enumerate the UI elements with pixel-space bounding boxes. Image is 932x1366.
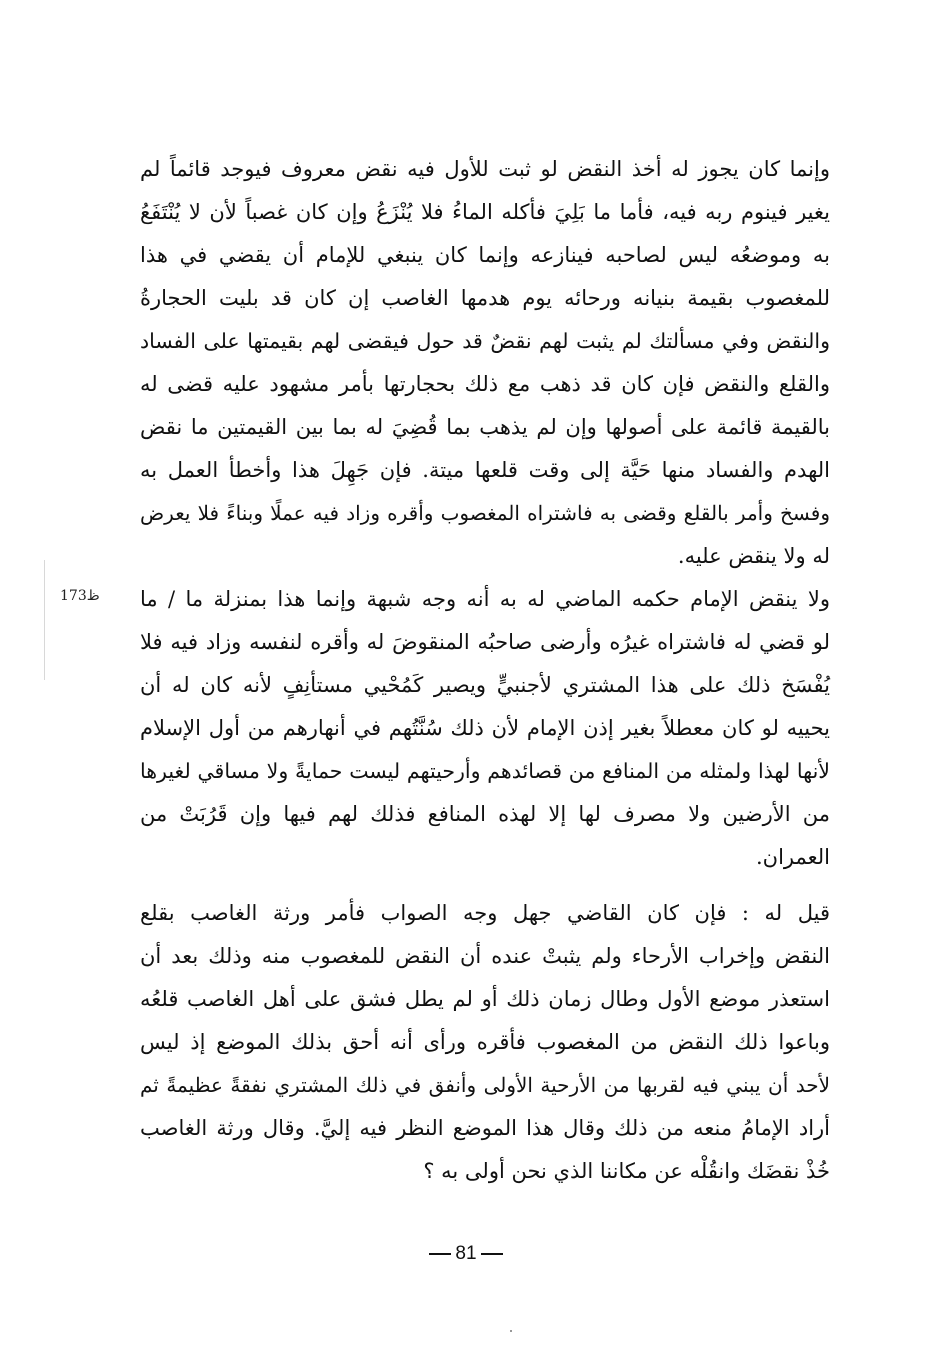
- text-line: والنقض وفي مسألتك لم يثبت لهم نقضٌ قد حول فيقضى لهم بقيمتها على الفساد: [140, 329, 830, 353]
- paragraph-1: [140, 148, 830, 578]
- text-line: يُفْسَخ ذلك على هذا المشتري لأجنبيٍّ ويصير كَمُحْيي مستأنِفٍ لأنه كان له أن: [140, 673, 830, 697]
- text-line: به وموضعُه ليس لصاحبه فينازعه وإنما كان ينبغي للإمام أن يقضي في هذا: [140, 243, 830, 267]
- text-line: له ولا ينقض عليه.: [677, 544, 830, 568]
- text-line: أراد الإمامُ منعه من ذلك وقال هذا الموضع النظر فيه إليَّ. وقال ورثة الغاصب: [140, 1116, 830, 1140]
- text-line: وإنما كان يجوز له أخذ النقض لو ثبت للأول فيه نقض معروف فيوجد قائماً لم: [140, 157, 830, 181]
- text-line: للمغصوب بقيمة بنيانه ورحائه يوم هدمها الغاصب إن كان قد بليت الحجارةُ: [140, 286, 830, 310]
- scan-margin-line: [44, 560, 45, 680]
- text-line: وباعوا ذلك النقض من المغصوب فأقره ورأى أنه أحق بذلك الموضع إذ ليس: [140, 1030, 830, 1054]
- text-line: العمران.: [755, 845, 830, 869]
- page-number-dash-right: [481, 1253, 503, 1255]
- text-line: ولا ينقض الإمام حكمه الماضي له به أنه وجه شبهة وإنما هذا بمنزلة ما / ما: [140, 587, 830, 611]
- text-line: بالقيمة قائمة على أصولها وإن لم يذهب بما قُضِيَ له بما بين القيمتين ما نقض: [140, 415, 830, 439]
- text-line: خُذْ نقضَك وانقُلْه عن مكاننا الذي نحن أولى به ؟: [423, 1159, 830, 1183]
- text-line: يغير فينوم ربه فيه، فأما ما بَلِيَ فأكله الماءُ فلا يُنْزَعُ وإن كان غصباً لأن لا يُنْتَفَعُ: [140, 200, 830, 224]
- paragraph-2: [140, 578, 830, 879]
- paragraph-3: [140, 892, 830, 1193]
- text-line: الهدم والفساد منها حَيَّة إلى وقت قلعها ميتة. فإن جَهِلَ هذا وأخطأ العمل به: [140, 458, 830, 482]
- text-line: من الأرضين ولا مصرف لها إلا لهذه المنافع فذلك لهم فيها وإن قَرُبَتْ من: [140, 802, 830, 826]
- page-number: [0, 1243, 932, 1265]
- text-line: استعذر موضع الأول وطال زمان ذلك أو لم يطل فشق على أهل الغاصب قلعُه: [140, 987, 830, 1011]
- text-line: يحييه لو كان معطلاً بغير إذن الإمام لأن ذلك سُنَّتُهم في أنهارهم من أول الإسلام: [140, 716, 830, 740]
- text-line: لو قضي له فاشتراه غيرُه وأرضى صاحبُه المنقوضَ له وأقره لنفسه وزاد فيه فلا: [140, 630, 830, 654]
- text-line: لأحد أن يبني فيه لقربها من الأرحية الأولى وأنفق في ذلك المشتري نفقةً عظيمةً ثم: [140, 1073, 830, 1097]
- page-number-value: 81: [455, 1243, 477, 1264]
- text-line: وفسخ وأمر بالقلع وقضى به فاشتراه المغصوب وأقره وزاد فيه عملًا وبناءً فلا يعرض: [140, 501, 830, 525]
- text-line: قيل له : فإن كان القاضي جهل وجه الصواب فأمر ورثة الغاصب بقلع: [140, 901, 830, 925]
- page-number-dash-left: [429, 1253, 451, 1255]
- text-line: والقلع والنقض فإن كان قد ذهب مع ذلك بحجارتها بأمر مشهود عليه قضى له: [140, 372, 830, 396]
- scan-speck: [510, 1330, 512, 1332]
- margin-folio-note: 173ظ: [60, 588, 100, 604]
- text-line: النقض وإخراب الأرحاء ولم يثبتْ عنده أن النقض للمغصوب منه وذلك بعد أن: [140, 944, 830, 968]
- text-line: لأنها لهذا ولمثله من المنافع من قصائدهم وأرحيتهم ليست حمايةً ولا مساقي لغيرها: [140, 759, 830, 783]
